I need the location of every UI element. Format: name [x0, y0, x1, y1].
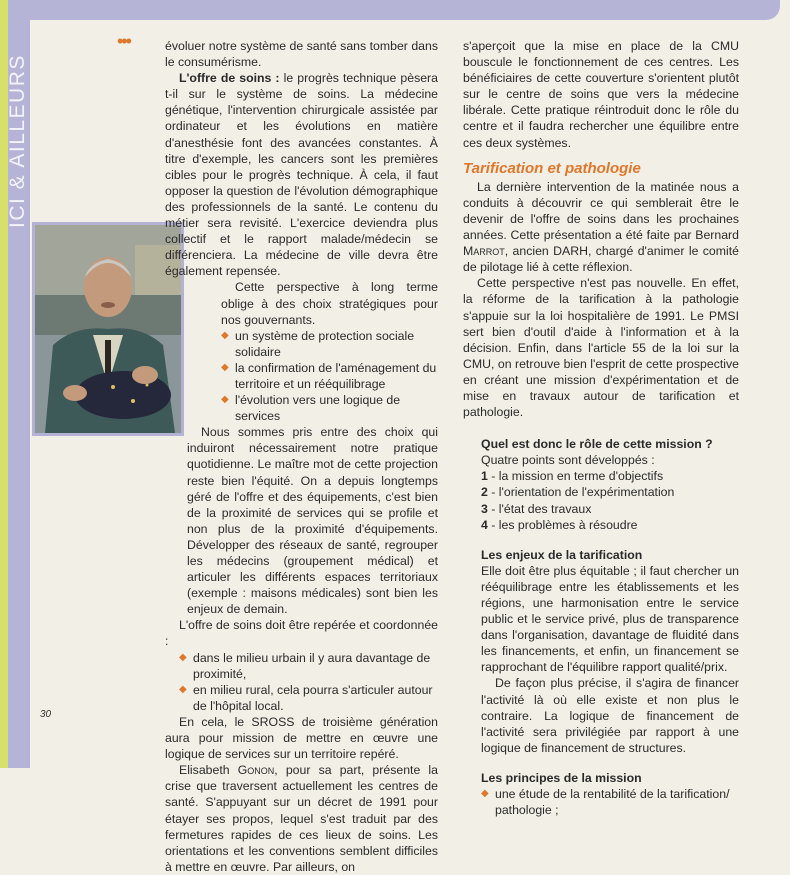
speaker-photo [32, 222, 184, 436]
paragraph: évoluer notre système de santé sans tomber dans le consumérisme. [165, 39, 438, 70]
paragraph-text: La dernière intervention de la matinée nous a conduits à découvrir ce qui semblerait être le devenir de l'offre de soins dans les prochaines années. Cette présentation a été faite par Bernard [463, 179, 739, 243]
list-item [463, 517, 739, 533]
list-item: ◆ la confirmation de l'aménagement du territoire et un rééquilibrage [221, 360, 438, 392]
person-first-name: Elisabeth [179, 763, 238, 778]
paragraph: s'aperçoit que la mise en place de la CMU bouscule le fonctionnement de ces centres. Les bénéficiaires de cette couverture s'orientent plutôt sur le centre de soins que vers la médecine libérale. Cette pratique réintroduit donc le rôle du centre et il faudra rechercher une équilibre entre ces deux systèmes. [463, 39, 739, 150]
person-last-name: Gonon [237, 763, 275, 778]
list-item: ◆ une étude de la rentabilité de la tarification/ pathologie ; [481, 786, 739, 818]
list-item [463, 484, 739, 500]
page-number: 30 [40, 709, 52, 720]
paragraph-text: , ancien DARH, chargé d'animer le comité de pilotage lié à cette réflexion. [463, 244, 739, 275]
subheading: Les principes de la mission [481, 770, 642, 785]
list-number: 3 [481, 501, 488, 516]
list-text: - l'état des travaux [487, 501, 592, 516]
text-column-left [165, 38, 438, 875]
section-label: ICI & AILLEURS [6, 54, 29, 228]
list-number: 4 [481, 517, 488, 532]
paragraph [165, 70, 438, 279]
subheading: Les enjeux de la tarification [481, 547, 643, 562]
list-item: ◆ l'évolution vers une logique de services [221, 392, 438, 424]
orange-dots-decoration: ••• [117, 31, 130, 51]
list-text: - les problèmes à résoudre [487, 517, 638, 532]
person-last-name: Marrot [463, 244, 505, 259]
paragraph: En cela, le SROSS de troisième génération aura pour mission de mettre en œuvre une logique de services sur un territoire repéré. [165, 714, 438, 762]
list-text: - la mission en terme d'objectifs [487, 469, 664, 484]
section-heading: Tarification et pathologie [463, 159, 641, 177]
list-text: - l'orientation de l'expérimentation [487, 485, 675, 500]
list-item: ◆ un système de protection sociale solidaire [221, 328, 438, 360]
list-item [463, 501, 739, 517]
paragraph [463, 179, 739, 276]
paragraph [165, 762, 438, 875]
paragraph: De façon plus précise, il s'agira de financer l'activité là où elle existe et non plus le contraire. La logique de financement de l'activité sera privilégiée par rapport à une logique de financement de structures. [481, 676, 739, 755]
paragraph: Quatre points sont développés : [481, 453, 655, 468]
speaker-photo-illustration [35, 225, 181, 433]
lead-in: L'offre de soins : [179, 71, 280, 86]
paragraph-text: , pour sa part, présente la crise que traversent actuellement les centres de santé. S'appuyant sur un décret de 1991 pour étayer ses propos, lequel s'est traduit par des fermetures rapides de ces lieux de soins. Les orientations et les conventions semblent difficiles à mettre en œuvre. Par ailleurs, on [165, 763, 438, 874]
paragraph-text: le progrès technique pèsera t-il sur le système de soins. La médecine génétique, l'intervention chirurgicale assistée par ordinateur et les évolutions en matière d'anesthésie font des avancées constantes. À titre d'exemple, les cancers sont les premières cibles pour le progrès technique. À cela, il faut opposer la question de l'évolution démographique des professionnels de la santé. Le contenu du métier sera revisité. L'exercice deviendra plus collectif et le rapport malade/médecin se différenciera. La médecine de ville devra être également repensée. [165, 71, 438, 279]
paragraph: Elle doit être plus équitable ; il faut chercher un rééquilibrage entre les établissements et les régions, une harmonisation entre le service public et le service privé, plus de transparence dans l'organisation, davantage de fluidité dans les financements, et enfin, un financement se rapprochant de l'équilibre rapport qualité/prix. [481, 563, 739, 675]
top-banner [8, 0, 780, 20]
paragraph: L'offre de soins doit être repérée et coordonnée : [165, 618, 438, 649]
paragraph: Nous sommes pris entre des choix qui induiront nécessairement notre pratique quotidienne. Le maître mot de cette projection reste bien l'équité. On a depuis longtemps géré de l'offre et des équipements, c'est bien de la proximité de services qui se profile et non plus de la proximité d'équipements. Développer des réseaux de santé, regrouper les médecins (groupement médical) et articuler les différents espaces territoriaux (exemple : maisons médicales) sont bien les enjeux de demain. [187, 425, 438, 617]
paragraph: Cette perspective à long terme oblige à des choix stratégiques pour nos gouvernants. [221, 280, 438, 327]
banner-corner-cutout [30, 20, 165, 214]
list-item: ◆ dans le milieu urbain il y aura davantage de proximité, [179, 650, 438, 682]
paragraph: Cette perspective n'est pas nouvelle. En effet, la réforme de la tarification à la pathologie s'appuie sur la loi hospitalière de 1991. Le PMSI sert bien d'outil d'aide à l'information et à la décision. Enfin, dans l'article 55 de la loi sur la CMU, on retrouve bien l'esprit de cette prospective en créant une mission d'expérimentation et de mise en travaux autour de tarification et pathologie. [463, 276, 739, 420]
list-number: 2 [481, 485, 488, 500]
list-item: ◆ en milieu rural, cela pourra s'articuler autour de l'hôpital local. [179, 682, 438, 714]
list-number: 1 [481, 469, 488, 484]
text-column-right [463, 38, 739, 818]
subheading: Quel est donc le rôle de cette mission ? [481, 437, 713, 452]
list-item [463, 468, 739, 484]
